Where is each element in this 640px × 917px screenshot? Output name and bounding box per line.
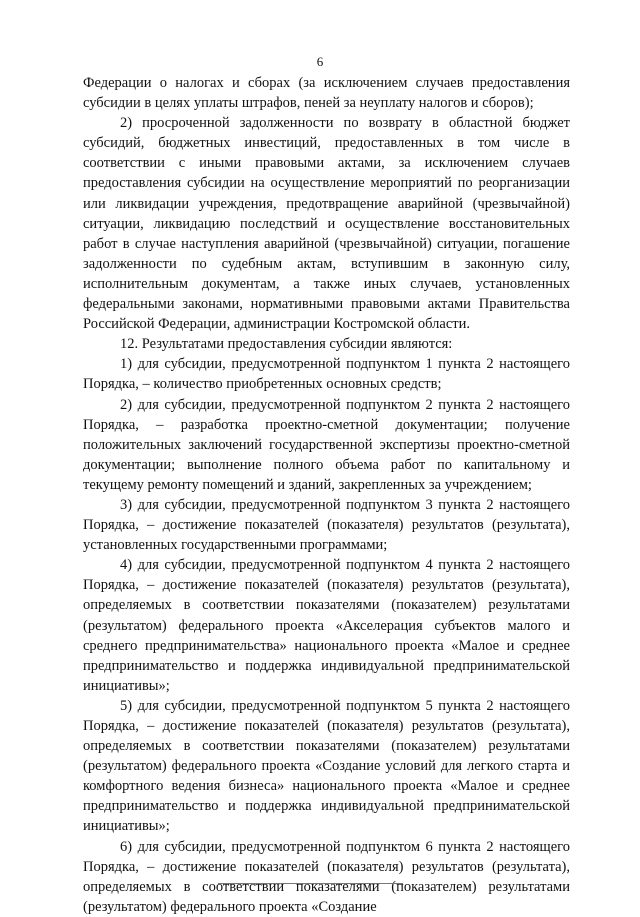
paragraph: 12. Результатами предоставления субсидии являются:	[120, 336, 453, 353]
document-body	[83, 73, 570, 917]
paragraph: 2) для субсидии, предусмотренной подпунктом 2 пункта 2 настоящего Порядка, – разработка проектно-сметной документации; получение положительных заключений государственной экспертизы проектно-сметной документации; выполнение полного объема работ по капитальному и текущему ремонту помещений и зданий, закрепленных за учреждением;	[83, 396, 570, 493]
paragraph: 1) для субсидии, предусмотренной подпунктом 1 пункта 2 настоящего Порядка, – количество приобретенных основных средств;	[83, 356, 570, 393]
paragraph: 4) для субсидии, предусмотренной подпунктом 4 пункта 2 настоящего Порядка, – достижение показателей (показателя) результатов (результата), определяемых в соответствии показателями (показателем) результатами (результатом) федерального проекта «Акселерация субъектов малого и среднего предпринимательства» национального проекта «Малое и среднее предпринимательство и поддержка индивидуальной предпринимательской инициативы»;	[83, 557, 570, 694]
page-number: 6	[316, 54, 324, 69]
paragraph: 3) для субсидии, предусмотренной подпунктом 3 пункта 2 настоящего Порядка, – достижение показателей (показателя) результатов (результата), установленных государственными программами;	[83, 496, 570, 554]
paragraph: Федерации о налогах и сборах (за исключением случаев предоставления субсидии в целях уплаты штрафов, пеней за неуплату налогов и сборов);	[83, 75, 570, 112]
paragraph: 2) просроченной задолженности по возврату в областной бюджет субсидий, бюджетных инвестиций, предоставленных в том числе в соответствии с иными правовыми актами, за исключением случаев предоставления субсидии на осуществление мероприятий по реорганизации или ликвидации учреждения, предотвращение аварийной (чрезвычайной) ситуации, ликвидацию последствий и осуществление восстановительных работ в случае наступления аварийной (чрезвычайной) ситуации, погашение задолженности по судебным актам, вступившим в законную силу, исполнительным документам, а также иных случаев, установленных федеральными законами, нормативными правовыми актами Правительства Российской Федерации, администрации Костромской области.	[83, 115, 570, 333]
footer-rule	[218, 883, 403, 884]
paragraph: 5) для субсидии, предусмотренной подпунктом 5 пункта 2 настоящего Порядка, – достижение показателей (показателя) результатов (результата), определяемых в соответствии показателями (показателем) результатами (результатом) федерального проекта «Создание условий для легкого старта и комфортного ведения бизнеса» национального проекта «Малое и среднее предпринимательство и поддержка индивидуальной предпринимательской инициативы»;	[83, 697, 570, 835]
paragraph: 6) для субсидии, предусмотренной подпунктом 6 пункта 2 настоящего Порядка, – достижение показателей (показателя) результатов (результата), определяемых в соответствии показателями (показателем) результатами (результатом) федерального проекта «Создание	[83, 838, 570, 915]
